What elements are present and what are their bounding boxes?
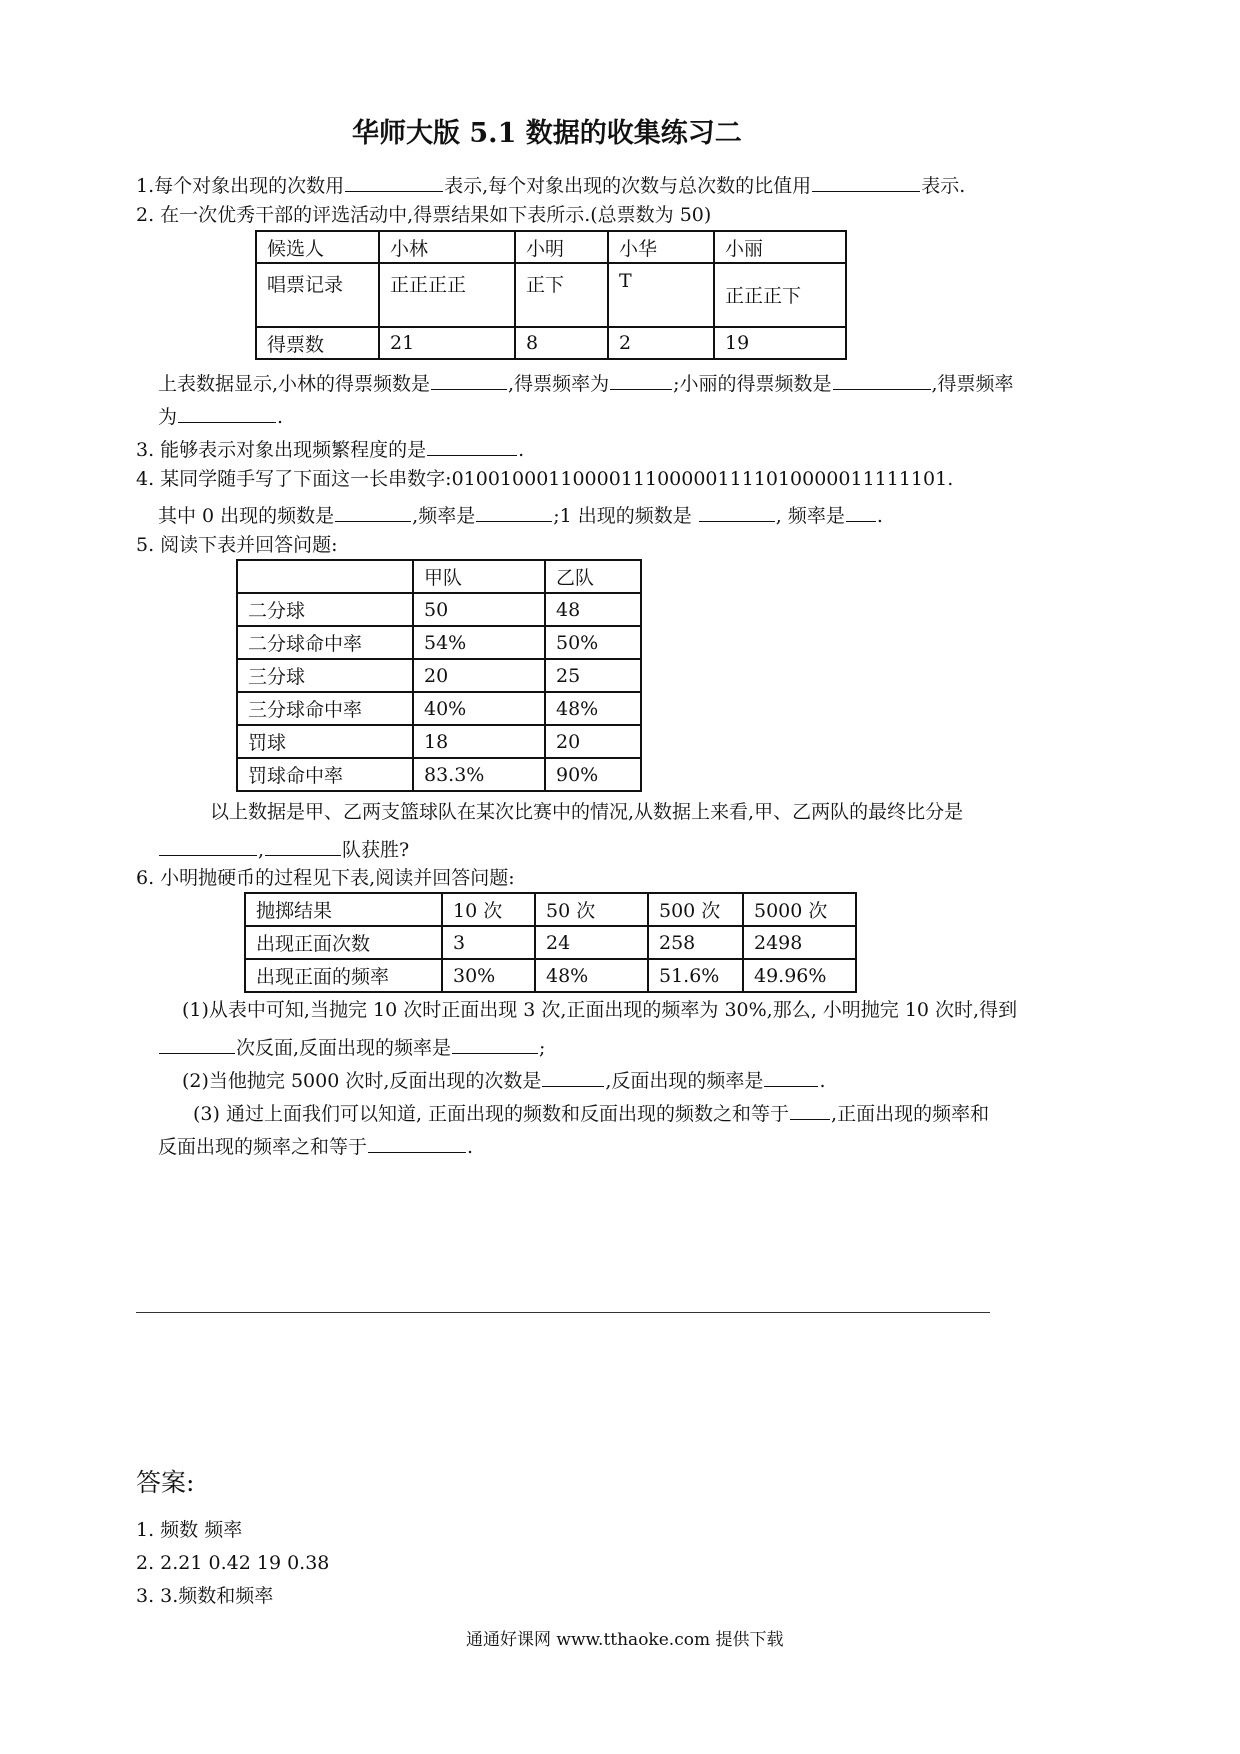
table-cell: 二分球 (237, 593, 413, 626)
question-5-line2: , 队获胜? (158, 836, 409, 860)
table-cell: 出现正面的频率 (245, 959, 442, 992)
answer-blank[interactable] (476, 502, 552, 522)
table-cell: 24 (535, 926, 648, 959)
page-title: 华师大版 5.1 数据的收集练习二 (352, 118, 742, 149)
question-6-part2: (2)当他抛完 5000 次时,反面出现的次数是 ,反面出现的频率是 . (182, 1067, 825, 1091)
table-cell: 出现正面次数 (245, 926, 442, 959)
answer-blank[interactable] (542, 1067, 604, 1087)
table-row (256, 327, 846, 359)
question-6-part3-line1: (3) 通过上面我们可以知道, 正面出现的频数和反面出现的频数之和等于 ,正面出现的频率和 (193, 1100, 989, 1124)
answer-item: 3. 3.频数和频率 (136, 1585, 274, 1607)
table-cell: 正正正正 (379, 263, 515, 327)
table-cell: 25 (545, 659, 641, 692)
answer-blank[interactable] (812, 172, 920, 192)
table-cell: 2498 (743, 926, 856, 959)
answer-item: 2. 2.21 0.42 19 0.38 (136, 1552, 330, 1574)
question-2-line1: 上表数据显示,小林的得票频数是 ,得票频率为 ;小丽的得票频数是 ,得票频率 (158, 370, 1014, 394)
answer-blank[interactable] (790, 1100, 830, 1120)
table-cell: 19 (714, 327, 846, 359)
table-cell: 48% (535, 959, 648, 992)
table-cell: 3 (442, 926, 535, 959)
question-4-line1: 4. 某同学随手写了下面这一长串数字:01001000110000111000001111010000011111101. (136, 468, 954, 490)
table-row (237, 626, 641, 659)
table-cell: 乙队 (545, 560, 641, 593)
question-2-intro: 2. 在一次优秀干部的评选活动中,得票结果如下表所示.(总票数为 50) (136, 204, 712, 226)
table-row (237, 593, 641, 626)
table-cell: 48 (545, 593, 641, 626)
table-cell: 候选人 (256, 231, 379, 263)
table-cell: 50 次 (535, 893, 648, 926)
table-cell: 20 (413, 659, 545, 692)
table-cell: T (608, 263, 714, 327)
table-cell: 2 (608, 327, 714, 359)
footer-credit: 通通好课网 www.tthaoke.com 提供下载 (466, 1630, 784, 1650)
table-cell: 48% (545, 692, 641, 725)
question-4-line2: 其中 0 出现的频数是 ,频率是 ;1 出现的频数是 , 频率是 . (158, 502, 883, 526)
table-cell: 500 次 (648, 893, 743, 926)
table-cell: 小明 (515, 231, 608, 263)
table-row (245, 893, 856, 926)
table-cell: 49.96% (743, 959, 856, 992)
question-3: 3. 能够表示对象出现频繁程度的是 . (136, 436, 524, 460)
answers-title: 答案: (136, 1468, 195, 1497)
table-cell: 正正正下 (714, 263, 846, 327)
question-6-part1-line2: 次反面,反面出现的频率是 ; (158, 1034, 545, 1058)
answer-blank[interactable] (610, 370, 672, 390)
table-cell: 抛掷结果 (245, 893, 442, 926)
table-row (237, 725, 641, 758)
table-cell: 5000 次 (743, 893, 856, 926)
answer-blank[interactable] (764, 1067, 818, 1087)
table-cell: 三分球命中率 (237, 692, 413, 725)
table-cell: 正下 (515, 263, 608, 327)
table-cell: 8 (515, 327, 608, 359)
table-cell: 21 (379, 327, 515, 359)
answer-item: 1. 频数 频率 (136, 1519, 243, 1541)
table-row (237, 659, 641, 692)
answer-blank[interactable] (345, 172, 443, 192)
answer-blank[interactable] (178, 403, 276, 423)
coin-toss-table (244, 892, 857, 993)
table-row (245, 926, 856, 959)
answer-blank[interactable] (427, 436, 517, 456)
answer-blank[interactable] (699, 502, 775, 522)
question-5-intro: 5. 阅读下表并回答问题: (136, 534, 338, 556)
answer-blank[interactable] (265, 836, 341, 856)
table-cell: 50% (545, 626, 641, 659)
table-cell: 83.3% (413, 758, 545, 791)
table-cell: 90% (545, 758, 641, 791)
answer-blank[interactable] (368, 1133, 466, 1153)
question-1: 1.每个对象出现的次数用 表示,每个对象出现的次数与总次数的比值用 表示. (136, 172, 965, 196)
answer-blank[interactable] (159, 836, 257, 856)
table-cell: 54% (413, 626, 545, 659)
table-row (256, 231, 846, 263)
question-2-line2: 为 . (158, 403, 283, 427)
table-cell: 30% (442, 959, 535, 992)
table-cell: 18 (413, 725, 545, 758)
answer-blank[interactable] (833, 370, 931, 390)
table-row (237, 758, 641, 791)
answer-blank[interactable] (159, 1034, 235, 1054)
table-cell: 51.6% (648, 959, 743, 992)
question-6-intro: 6. 小明抛硬币的过程见下表,阅读并回答问题: (136, 867, 515, 889)
votes-table (255, 230, 847, 360)
table-row (245, 959, 856, 992)
question-6-part1-line1: (1)从表中可知,当抛完 10 次时正面出现 3 次,正面出现的频率为 30%,那么, 小明抛完 10 次时,得到 (182, 999, 1018, 1021)
table-cell (237, 560, 413, 593)
table-cell: 小丽 (714, 231, 846, 263)
table-cell: 二分球命中率 (237, 626, 413, 659)
answer-blank[interactable] (452, 1034, 538, 1054)
table-cell: 唱票记录 (256, 263, 379, 327)
table-row (237, 692, 641, 725)
table-cell: 甲队 (413, 560, 545, 593)
answer-blank[interactable] (431, 370, 507, 390)
table-cell: 得票数 (256, 327, 379, 359)
divider (136, 1312, 990, 1313)
table-cell: 罚球 (237, 725, 413, 758)
table-cell: 20 (545, 725, 641, 758)
table-cell: 小林 (379, 231, 515, 263)
table-cell: 10 次 (442, 893, 535, 926)
table-cell: 258 (648, 926, 743, 959)
table-cell: 40% (413, 692, 545, 725)
table-row (237, 560, 641, 593)
question-6-part3-line2: 反面出现的频率之和等于 . (158, 1133, 473, 1157)
table-row (256, 263, 846, 327)
table-cell: 小华 (608, 231, 714, 263)
table-cell: 三分球 (237, 659, 413, 692)
answer-blank[interactable] (846, 502, 876, 522)
table-cell: 50 (413, 593, 545, 626)
table-cell: 罚球命中率 (237, 758, 413, 791)
question-5-line1: 以上数据是甲、乙两支篮球队在某次比赛中的情况,从数据上来看,甲、乙两队的最终比分是 (210, 801, 964, 823)
basketball-table (236, 559, 642, 792)
answer-blank[interactable] (335, 502, 411, 522)
